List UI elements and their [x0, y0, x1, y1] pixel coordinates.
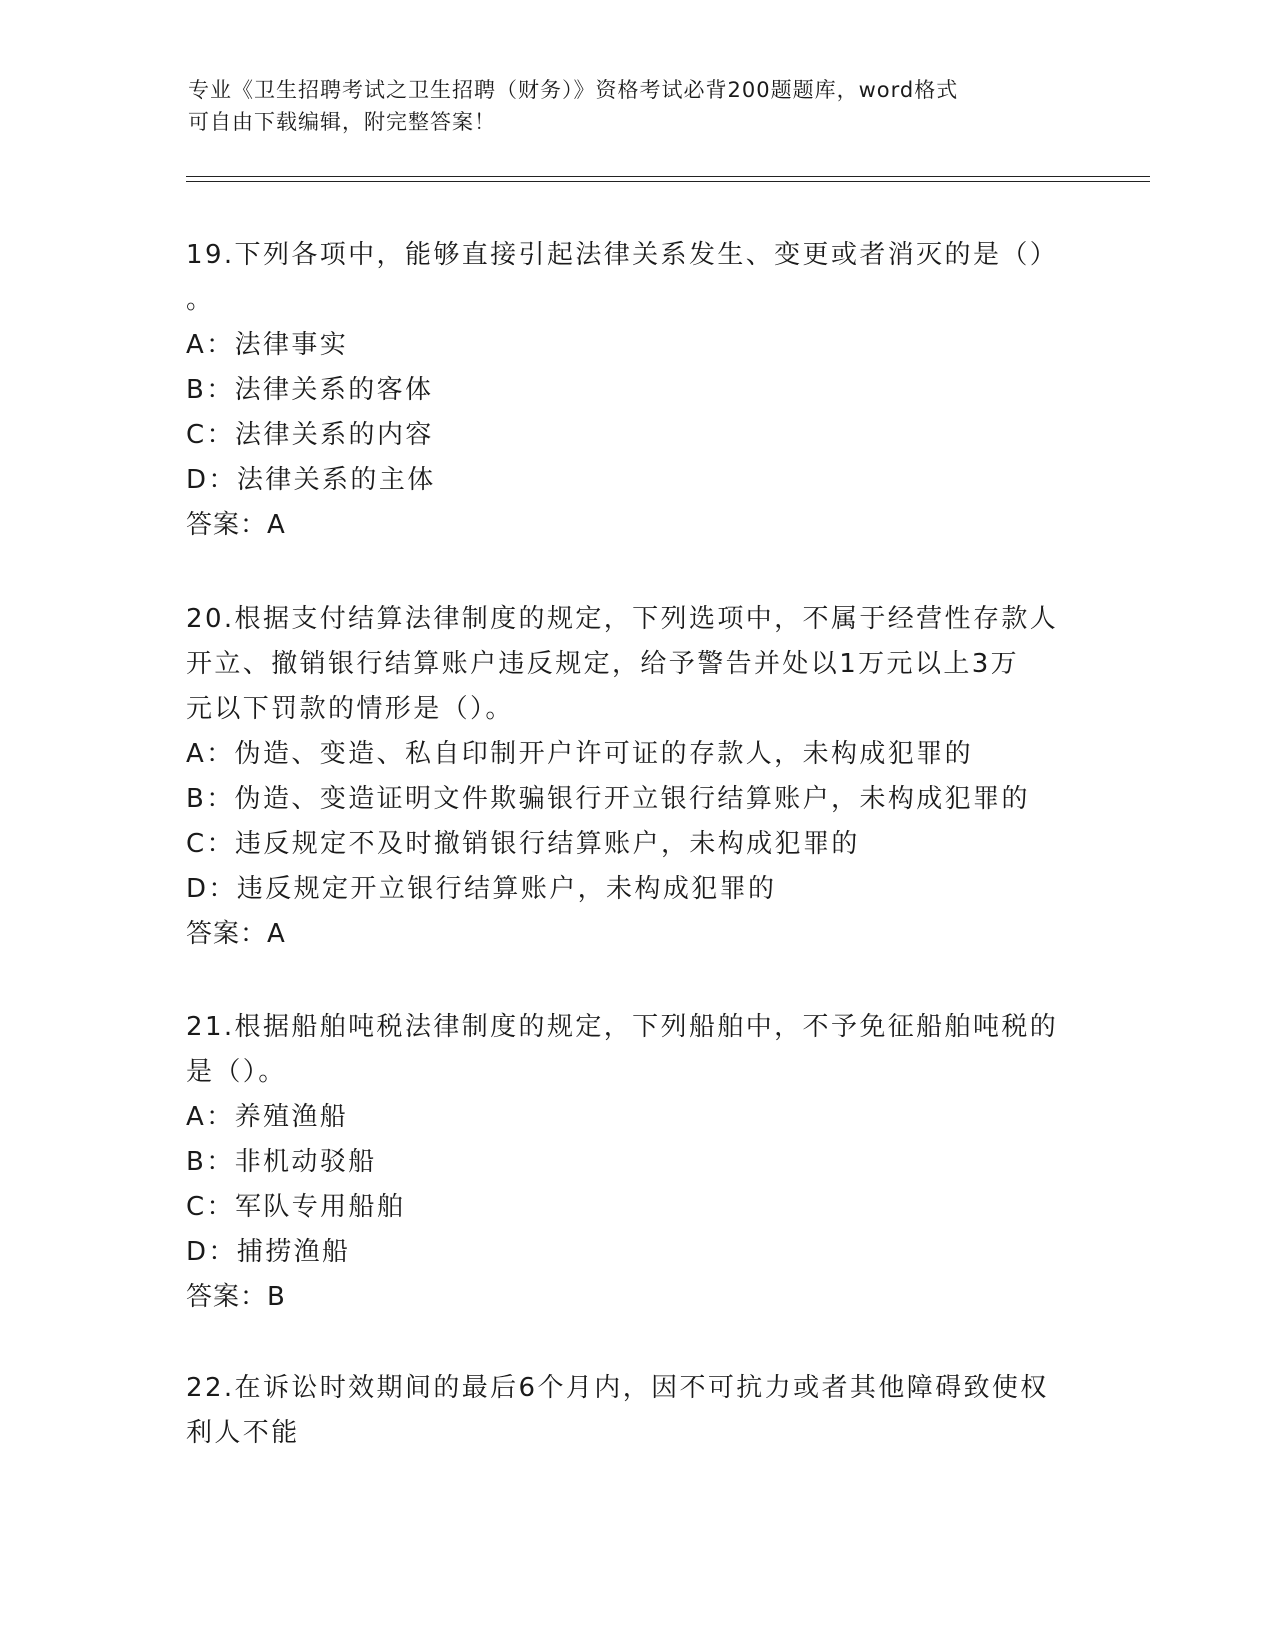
question-21: [186, 1005, 1086, 1320]
question-stem: 。: [186, 285, 215, 315]
answer-label: 答案：: [186, 510, 268, 540]
document-header: [188, 74, 1068, 138]
answer-line: [186, 1275, 1086, 1320]
question-19: [186, 233, 1086, 548]
question-20: [186, 597, 1086, 957]
answer-value: A: [267, 510, 285, 540]
question-stem: 元以下罚款的情形是（）。: [186, 694, 514, 724]
question-22: [186, 1366, 1086, 1456]
option-a: A：伪造、变造、私自印制开户许可证的存款人，未构成犯罪的: [186, 739, 973, 769]
question-stem: 22.在诉讼时效期间的最后6个月内，因不可抗力或者其他障碍致使权: [186, 1373, 1049, 1403]
question-stem: 21.根据船舶吨税法律制度的规定，下列船舶中，不予免征船舶吨税的: [186, 1012, 1059, 1042]
answer-value: B: [267, 1282, 285, 1312]
option-d: D：法律关系的主体: [186, 465, 436, 495]
option-b: B：伪造、变造证明文件欺骗银行开立银行结算账户，未构成犯罪的: [186, 784, 1030, 814]
question-stem: 开立、撤销银行结算账户违反规定，给予警告并处以1万元以上3万: [186, 649, 1020, 679]
answer-line: [186, 912, 1086, 957]
header-rule-bottom: [186, 181, 1150, 182]
header-line-1: 专业《卫生招聘考试之卫生招聘（财务）》资格考试必背200题题库，word格式: [188, 78, 959, 102]
option-d: D：捕捞渔船: [186, 1237, 351, 1267]
question-stem: 19.下列各项中，能够直接引起法律关系发生、变更或者消灭的是（）: [186, 240, 1059, 270]
answer-label: 答案：: [186, 919, 268, 949]
option-a: A：法律事实: [186, 330, 349, 360]
option-c: C：违反规定不及时撤销银行结算账户，未构成犯罪的: [186, 829, 860, 859]
question-stem: 利人不能: [186, 1418, 300, 1448]
option-c: C：法律关系的内容: [186, 420, 434, 450]
answer-value: A: [267, 919, 285, 949]
option-b: B：法律关系的客体: [186, 375, 434, 405]
answer-line: [186, 503, 1086, 548]
option-d: D：违反规定开立银行结算账户，未构成犯罪的: [186, 874, 777, 904]
option-a: A：养殖渔船: [186, 1102, 349, 1132]
question-stem: 20.根据支付结算法律制度的规定，下列选项中，不属于经营性存款人: [186, 604, 1059, 634]
question-stem: 是（）。: [186, 1057, 287, 1087]
header-rule-top: [186, 176, 1150, 177]
option-c: C：军队专用船舶: [186, 1192, 406, 1222]
answer-label: 答案：: [186, 1282, 268, 1312]
header-line-2: 可自由下载编辑，附完整答案！: [188, 110, 496, 134]
option-b: B：非机动驳船: [186, 1147, 377, 1177]
